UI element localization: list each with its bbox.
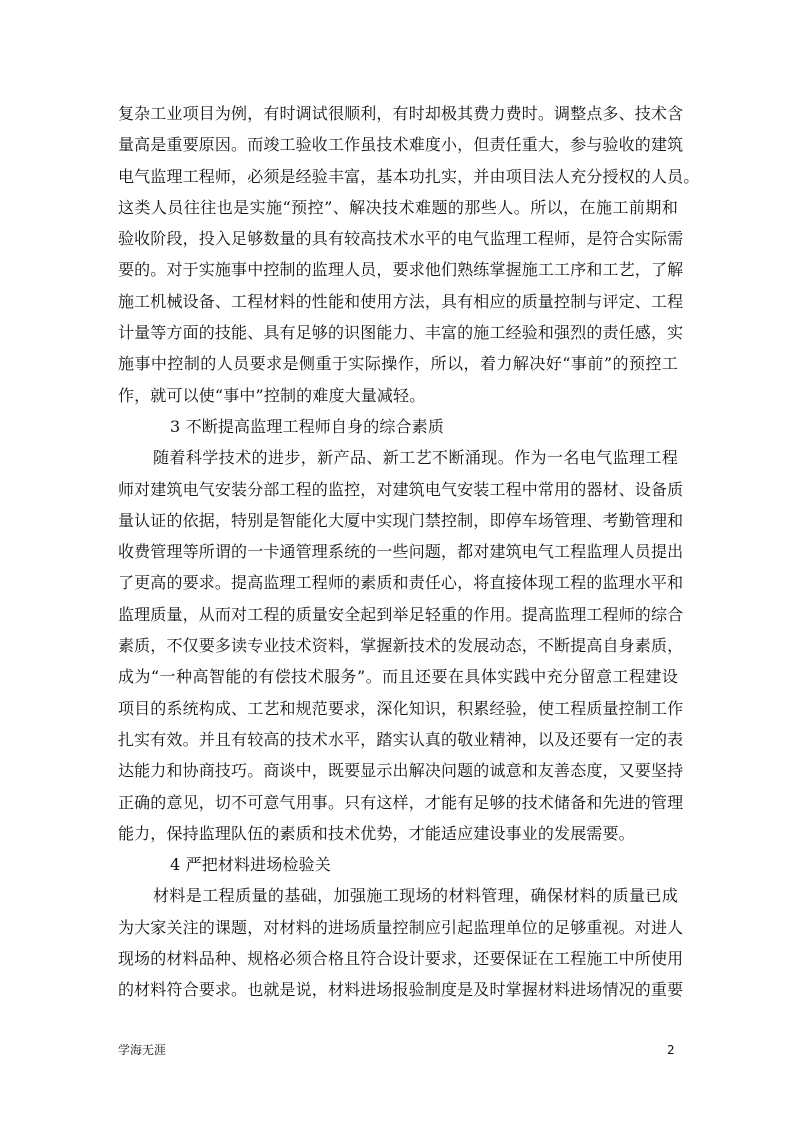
text-line: 量认证的依据，特别是智能化大厦中实现门禁控制，即停车场管理、考勤管理和 xyxy=(118,510,684,530)
text-line: 项目的系统构成、工艺和规范要求，深化知识，积累经验，使工程质量控制工作 xyxy=(118,698,684,718)
text-line: 复杂工业项目为例，有时调试很顺利，有时却极其费力费时。调整点多、技术含 xyxy=(118,104,684,123)
text-line: 能力，保持监理队伍的素质和技术优势，才能适应建设事业的发展需要。 xyxy=(118,823,635,843)
paragraph-3 xyxy=(118,442,684,849)
document-body xyxy=(118,98,700,1006)
text-line: 施工机械设备、工程材料的性能和使用方法，具有相应的质量控制与评定、工程 xyxy=(118,291,684,311)
text-line: 监理质量，从而对工程的质量安全起到举足轻重的作用。提高监理工程师的综合 xyxy=(118,604,684,624)
section-heading-4: 4 严把材料进场检验关 xyxy=(170,855,331,875)
paragraph-4 xyxy=(118,880,684,1005)
text-line: 计量等方面的技能、具有足够的识图能力、丰富的施工经验和强烈的责任感，实 xyxy=(118,323,684,343)
section-heading-3: 3 不断提高监理工程师自身的综合素质 xyxy=(170,416,444,436)
text-line: 了更高的要求。提高监理工程师的素质和责任心，将直接体现工程的监理水平和 xyxy=(118,573,684,593)
text-line: 达能力和协商技巧。商谈中，既要显示出解决问题的诚意和友善态度，又要坚持 xyxy=(118,761,684,781)
text-line: 材料是工程质量的基础，加强施工现场的材料管理，确保材料的质量已成 xyxy=(153,886,678,906)
page-number: 2 xyxy=(667,1043,675,1057)
text-line: 师对建筑电气安装分部工程的监控，对建筑电气安装工程中常用的器材、设备质 xyxy=(118,479,684,499)
text-line: 这类人员往往也是实施“预控”、解决技术难题的那些人。所以，在施工前期和 xyxy=(118,197,678,217)
text-line: 正确的意见，切不可意气用事。只有这样，才能有足够的技术储备和先进的管理 xyxy=(118,792,684,812)
text-line: 量高是重要原因。而竣工验收工作虽技术难度小，但责任重大，参与验收的建筑 xyxy=(118,135,684,155)
text-line: 作，就可以使“事中”控制的难度大量减轻。 xyxy=(118,385,426,405)
text-line: 施事中控制的人员要求是侧重于实际操作，所以，着力解决好“事前”的预控工 xyxy=(118,354,678,374)
text-line: 现场的材料品种、规格必须合格且符合设计要求，还要保证在工程施工中所使用 xyxy=(118,949,684,969)
paragraph-1 xyxy=(118,98,700,411)
text-line: 电气监理工程师，必须是经验丰富，基本功扎实，并由项目法人充分授权的人员。 xyxy=(118,166,700,186)
text-line: 验收阶段，投入足够数量的具有较高技术水平的电气监理工程师，是符合实际需 xyxy=(118,229,684,249)
text-line: 的材料符合要求。也就是说，材料进场报验制度是及时掌握材料进场情况的重要 xyxy=(118,980,684,1000)
text-line: 随着科学技术的进步，新产品、新工艺不断涌现。作为一名电气监理工程 xyxy=(153,448,678,468)
footer-text: 学海无涯 xyxy=(118,1043,167,1057)
text-line: 成为“一种高智能的有偿技术服务”。而且还要在具体实践中充分留意工程建设 xyxy=(118,667,678,687)
text-line: 素质，不仅要多读专业技术资料，掌握新技术的发展动态，不断提高自身素质， xyxy=(118,636,684,656)
text-line: 扎实有效。并且有较高的技术水平，踏实认真的敬业精神，以及还要有一定的表 xyxy=(118,729,684,749)
text-line: 要的。对于实施事中控制的监理人员，要求他们熟练掌握施工工序和工艺，了解 xyxy=(118,260,684,280)
text-line: 为大家关注的课题，对材料的进场质量控制应引起监理单位的足够重视。对进人 xyxy=(118,917,684,937)
text-line: 收费管理等所谓的一卡通管理系统的一些问题，都对建筑电气工程监理人员提出 xyxy=(118,542,684,562)
